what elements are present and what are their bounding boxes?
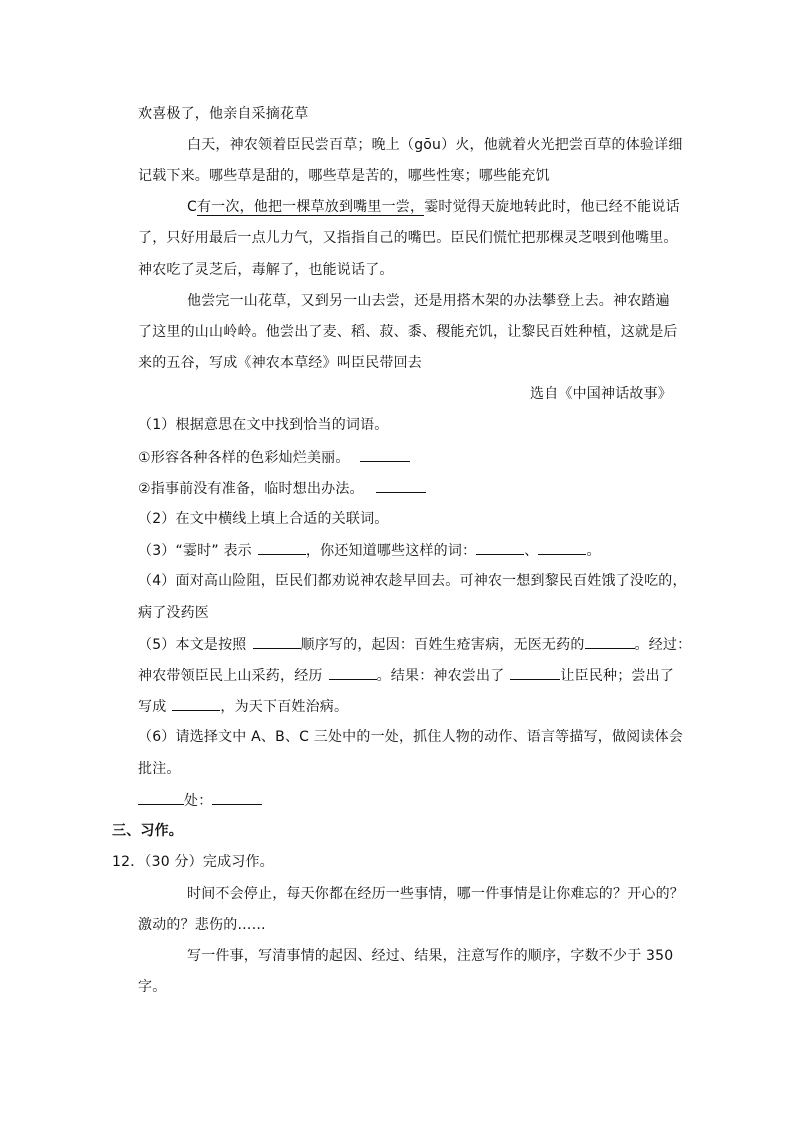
section-3-heading: 三、习作。	[112, 823, 183, 839]
question-5-line-3	[138, 696, 348, 717]
passage-line-4-rest: 霎时觉得天旋地转此时，他已经不能说话	[424, 199, 680, 215]
answer-blank-3b[interactable]	[476, 540, 524, 555]
question-5-line-2	[138, 665, 674, 686]
question-5-text-e: 。结果：神农尝出了	[376, 668, 505, 684]
question-5-text-f: 让臣民种；尝出了	[560, 668, 675, 684]
answer-blank-3a[interactable]	[258, 540, 306, 555]
question-3	[138, 540, 601, 561]
passage-line-4	[187, 197, 680, 217]
answer-blank-6a[interactable]	[138, 790, 184, 805]
question-5-text-a: （5）本文是按照	[138, 637, 247, 653]
passage-line-3: 记载下来。哪些草是甜的，哪些草是苦的，哪些性寒；哪些能充饥	[138, 168, 550, 184]
question-1b	[138, 478, 426, 499]
passage-line-5: 了，只好用最后一点儿力气，又指指自己的嘴巴。臣民们慌忙把那棵灵芝喂到他嘴里。	[138, 230, 678, 246]
question-2: （2）在文中横线上填上合适的关联词。	[138, 511, 389, 527]
question-6-answer	[138, 790, 262, 811]
passage-source: 选自《中国神话故事》	[530, 386, 672, 402]
annotation-marker-c: C	[187, 199, 197, 215]
prompt-p1-line-1: 时间不会停止，每天你都在经历一些事情，哪一件事情是让你难忘的？开心的？	[187, 886, 684, 902]
question-12: 12．（30 分）完成习作。	[112, 854, 274, 870]
question-5-text-c: 。经过：	[634, 637, 692, 653]
question-6-line-2: 批注。	[138, 761, 181, 777]
question-5-text-b: 顺序写的，起因：百姓生疮害病，无医无药的	[300, 637, 585, 653]
question-6-mid: 处：	[184, 793, 213, 809]
answer-blank-1a[interactable]	[360, 447, 410, 462]
question-3-text-a: （3）“霎时” 表示	[138, 543, 252, 559]
answer-blank-5e[interactable]	[172, 696, 220, 711]
passage-line-8: 了这里的山山岭岭。他尝出了麦、稻、菽、黍、稷能充饥，让黎民百姓种植，这就是后	[138, 324, 678, 340]
prompt-p2-line-2: 字。	[138, 979, 167, 995]
question-3-sep: 、	[524, 543, 539, 559]
question-1b-text: ②指事前没有准备，临时想出办法。	[138, 481, 364, 497]
question-4-line-2: 病了没药医	[138, 605, 209, 621]
question-5-text-g: 写成	[138, 699, 167, 715]
question-5-text-d: 神农带领臣民上山采药，经历	[138, 668, 323, 684]
passage-line-9: 来的五谷，写成《神农本草经》叫臣民带回去	[138, 355, 422, 371]
question-1a	[138, 447, 410, 468]
answer-blank-1b[interactable]	[376, 478, 426, 493]
answer-blank-5a[interactable]	[253, 634, 301, 649]
answer-blank-6b[interactable]	[212, 790, 262, 805]
question-4-line-1: （4）面对高山险阻，臣民们都劝说神农趁早回去。可神农一想到黎民百姓饿了没吃的，	[138, 573, 687, 589]
answer-blank-5c[interactable]	[329, 665, 377, 680]
question-5-line-1	[138, 634, 691, 655]
question-1: （1）根据意思在文中找到恰当的词语。	[138, 417, 389, 433]
passage-line-2: 白天，神农领着臣民尝百草；晚上（gōu）火，他就着火光把尝百草的体验详细	[187, 137, 683, 153]
question-1a-text: ①形容各种各样的色彩灿烂美丽。	[138, 450, 350, 466]
passage-line-7: 他尝完一山花草，又到另一山去尝，还是用搭木架的办法攀登上去。神农踏遍	[187, 293, 670, 309]
passage-line-6: 神农吃了灵芝后，毒解了，也能说话了。	[138, 262, 394, 278]
question-3-end: 。	[586, 543, 601, 559]
answer-blank-3c[interactable]	[538, 540, 586, 555]
prompt-p2-line-1: 写一件事，写清事情的起因、经过、结果，注意写作的顺序，字数不少于 350	[187, 948, 674, 964]
answer-blank-5b[interactable]	[585, 634, 635, 649]
question-6-line-1: （6）请选择文中 A、B、C 三处中的一处，抓住人物的动作、语言等描写，做阅读体会	[138, 729, 683, 745]
question-3-text-b: ，你还知道哪些这样的词：	[305, 543, 477, 559]
question-5-text-h: ，为天下百姓治病。	[220, 699, 349, 715]
underlined-sentence: 有一次，他把一棵草放到嘴里一尝，	[196, 199, 425, 215]
prompt-p1-line-2: 激动的？悲伤的……	[138, 917, 266, 933]
passage-line-1: 欢喜极了，他亲自采摘花草	[138, 106, 309, 122]
answer-blank-5d[interactable]	[510, 665, 560, 680]
